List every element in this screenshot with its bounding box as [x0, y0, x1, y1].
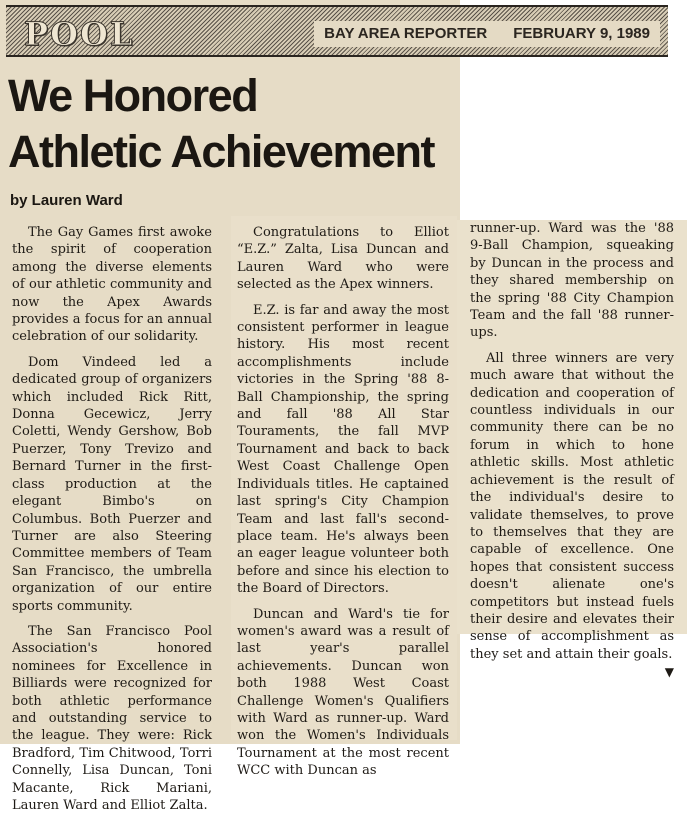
publication-name: BAY AREA REPORTER — [324, 25, 488, 42]
paragraph: The Gay Games first awoke the spirit of cooperation among the diverse elements of our athletic community and now the Apex Awards provides a focus for an annual celebration of our solidarity. — [12, 225, 212, 345]
paragraph: Dom Vindeed led a dedicated group of organizers which included Rick Ritt, Donna Gecewicz, Jerry Coletti, Wendy Gershow, Bob Puerzer, Tony Trevizo and Bernard Turner in the first-class production at the elegant Bimbo's on Columbus. Both Puerzer and Turner are also Steering Committee members of Team San Francisco, the umbrella organization of our entire sports community. — [12, 354, 212, 614]
headline-line-1: We Honored — [8, 70, 258, 121]
masthead-banner — [6, 5, 668, 57]
column-2 — [237, 224, 449, 780]
column-1 — [12, 224, 212, 814]
publication-info — [314, 21, 660, 47]
headline — [8, 68, 448, 180]
section-label: POOL — [24, 15, 135, 53]
paragraph: runner-up. Ward was the '88 9-Ball Champion, squeaking by Duncan in the process and they shared membership on the spring '88 City Champion Team and the fall '88 runner-ups. — [470, 221, 674, 341]
headline-line-2: Athletic Achievement — [8, 126, 434, 177]
end-of-article-icon: ▼ — [664, 665, 674, 680]
byline: by Lauren Ward — [10, 192, 123, 209]
paragraph: E.Z. is far and away the most consistent performer in league history. His most recent accomplishments include victories in the Spring '88 8-Ball Championship, the spring and fall '88 All Star Touraments, the fall MVP Tournament and back to back West Coast Challenge Open Individuals titles. He captained last spring's City Champion Team and last fall's second-place team. He's always been an eager league volunteer both before and since his election to the Board of Directors. — [237, 302, 449, 597]
paragraph: The San Francisco Pool Association's honored nominees for Excellence in Billiards were recognized for both athletic performance and outstanding service to the league. They were: Rick Bradford, Tim Chitwood, Torri Connelly, Lisa Duncan, Toni Macante, Rick Mariani, Lauren Ward and Elliot Zalta. — [12, 623, 212, 813]
paragraph: Congratulations to Elliot “E.Z.” Zalta, Lisa Duncan and Lauren Ward who were selected as the Apex winners. — [237, 225, 449, 293]
paragraph: All three winners are very much aware that without the dedication and cooperation of countless individuals in our community there can be no forum in which to hone athletic skills. Most athletic achievement is the result of the individual's desire to validate themselves, to prove to themselves that they are capable of excellence. One hopes that consistent success doesn't alienate one's competitors but instead fuels their desire and elevates their sense of accomplishment as they set and attain their goals. — [470, 350, 674, 662]
paragraph: Duncan and Ward's tie for women's award was a result of last year's parallel achievements. Duncan won both 1988 West Coast Challenge Women's Qualifiers with Ward as runner-up. Ward won the Women's Individuals Tournament at the most recent WCC with Duncan as — [237, 606, 449, 779]
publication-date: FEBRUARY 9, 1989 — [513, 25, 650, 42]
column-3 — [470, 220, 674, 682]
